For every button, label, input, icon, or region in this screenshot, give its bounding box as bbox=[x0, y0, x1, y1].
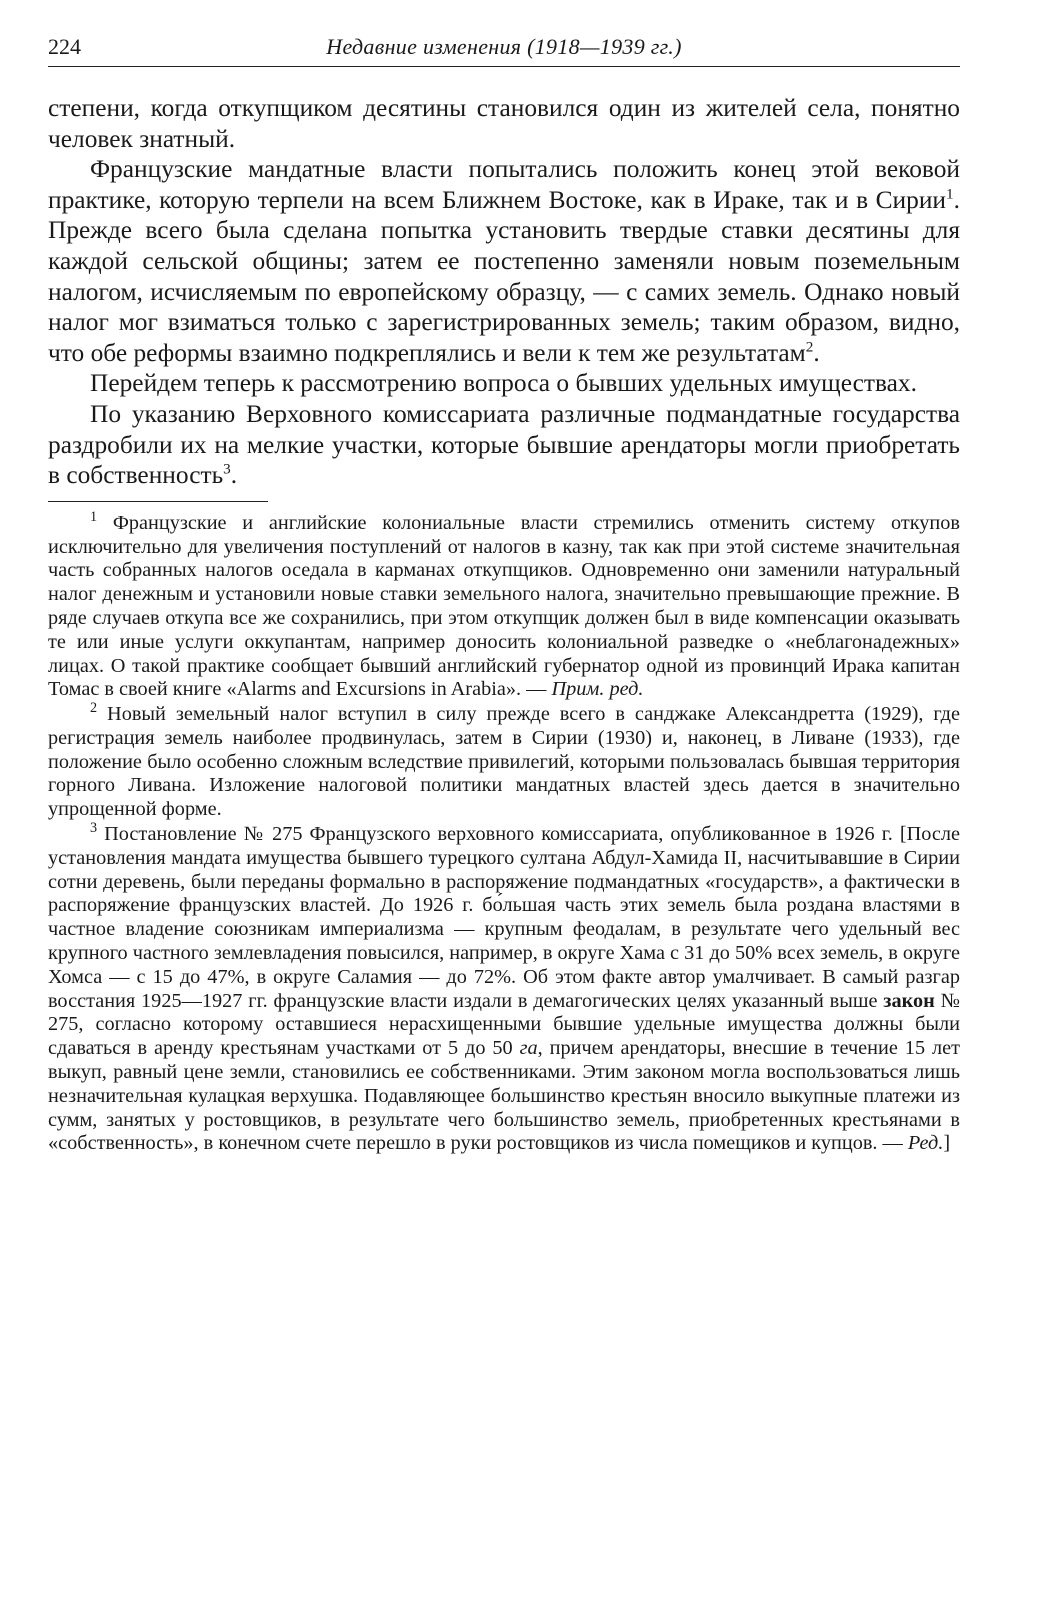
footnote-3-mark: 3 bbox=[90, 820, 98, 837]
footnote-3-unit: га bbox=[519, 1037, 538, 1060]
footnote-1-mark: 1 bbox=[90, 508, 98, 525]
paragraph-4-end: . bbox=[230, 461, 238, 490]
page-number: 224 bbox=[48, 34, 81, 59]
footnote-ref-1: 1 bbox=[946, 185, 954, 203]
footnote-1-signature: Прим. ред. bbox=[551, 678, 644, 701]
paragraph-2 bbox=[48, 154, 960, 368]
footnote-3-bold-word: закон bbox=[883, 989, 935, 1012]
footnote-1-text: Французские и английские колониальные власти стремились отменить систему откупов исключительно для увеличения поступлений от налогов в казну, так как при этой системе значительная часть собранных налогов оседала в карманах откупщиков. Одновременно они заменили натуральный налог денежным и установили новые ставки земельного налога, значительно превышающие прежние. В ряде случаев откупа все же сохранились, при этом откупщик должен был в виде компенсации оказывать те или иные услуги оккупантам, например доносить колониальной разведке о «неблагонадежных» лицах. О такой практике сообщает бывший английский губернатор одной из провинций Ирака капитан Томас в своей книге «Alarms and Excursions in Arabia». — bbox=[48, 511, 961, 701]
footnote-3 bbox=[48, 820, 960, 1156]
footnote-3-close: ] bbox=[943, 1132, 951, 1155]
footnote-2-mark: 2 bbox=[90, 700, 98, 717]
running-title: Недавние изменения (1918—1939 гг.) bbox=[326, 34, 682, 59]
footnotes bbox=[48, 508, 961, 1157]
paragraph-3: Перейдем теперь к рассмотрению вопроса о бывших удельных имуществах. bbox=[90, 369, 917, 398]
footnote-2 bbox=[48, 700, 960, 822]
footnote-ref-3: 3 bbox=[223, 460, 231, 478]
footnote-ref-2: 2 bbox=[805, 338, 814, 356]
paragraph-2-end: . bbox=[813, 338, 820, 367]
running-header bbox=[48, 32, 960, 67]
main-text bbox=[48, 93, 960, 491]
footnote-divider bbox=[48, 501, 268, 502]
footnote-3-signature: Ред. bbox=[907, 1132, 944, 1155]
footnote-3-text-c: , причем арендаторы, внесшие в течение 15 лет выкуп, равный цене земли, становились ее собственниками. Этим законом могла воспользоваться лишь незначительная кулацкая верхушка. Подавляющее большинство крестьян вносило выкупные платежи из сумм, занятых у ростовщиков, в результате чего большинство земель, приобретенных крестьянами в «собственность», в конечном счете перешло в руки ростовщиков из числа помещиков и купцов. — bbox=[48, 1037, 960, 1155]
footnote-3-text-b: № 275, согласно которому оставшиеся нерасхищенными бывшие удельные имущества должны были сдаваться в аренду крестьянам участками от 5 до 50 bbox=[48, 989, 960, 1060]
book-page bbox=[48, 32, 960, 1157]
paragraph-1: степени, когда откупщиком десятины становился один из жителей села, понятно человек знатный. bbox=[48, 94, 960, 153]
paragraph-4 bbox=[48, 399, 960, 491]
footnote-1 bbox=[48, 508, 961, 702]
paragraph-4-text: По указанию Верховного комиссариата различные подмандатные государства раздробили их на мелкие участки, которые бывшие арендаторы могли приобретать в собственность bbox=[48, 399, 960, 490]
paragraph-2-text-b: . Прежде всего была сделана попытка установить твердые ставки десятины для каждой сельской общины; затем ее постепенно заменяли новым поземельным налогом, исчисляемым по европейскому образцу, — с самих земель. Однако новый налог мог взиматься только с зарегистрированных земель; таким образом, видно, что обе реформы взаимно подкреплялись и вели к тем же результатам bbox=[48, 185, 960, 367]
paragraph-2-text-a: Французские мандатные власти попытались положить конец этой вековой практике, которую терпели на всем Ближнем Востоке, как в Ираке, так и в Сирии bbox=[48, 155, 960, 214]
footnote-2-text: Новый земельный налог вступил в силу прежде всего в санджаке Александретта (1929), где регистрация земель наиболее продвинулась, затем в Сирии (1930) и, наконец, в Ливане (1933), где положение было особенно сложным вследствие привилегий, которыми пользовалась бывшая территория горного Ливана. Изложение налоговой политики мандатных властей здесь дается в значительно упрощенной форме. bbox=[48, 703, 960, 821]
footnote-3-text-a: Постановление № 275 Французского верховного комиссариата, опубликованное в 1926 г. [После установления мандата имущества бывшего турецкого султана Абдул-Хамида II, насчитывавшие в Сирии сотни деревень, были переданы формально в распоряжение подмандатных «государств», а фактически в распоряжение французских властей. До 1926 г. бо́льшая часть этих земель была роздана властями в частное владение союзникам империализма — крупным феодалам, в результате чего удельный вес крупного частного землевладения повысился, например, в округе Хама с 31 до 50% всех земель, в округе Хомса — с 15 до 47%, в округе Саламия — до 72%. Об этом факте автор умалчивает. В самый разгар восстания 1925—1927 гг. французские власти издали в демагогических целях указанный выше bbox=[48, 823, 960, 1012]
